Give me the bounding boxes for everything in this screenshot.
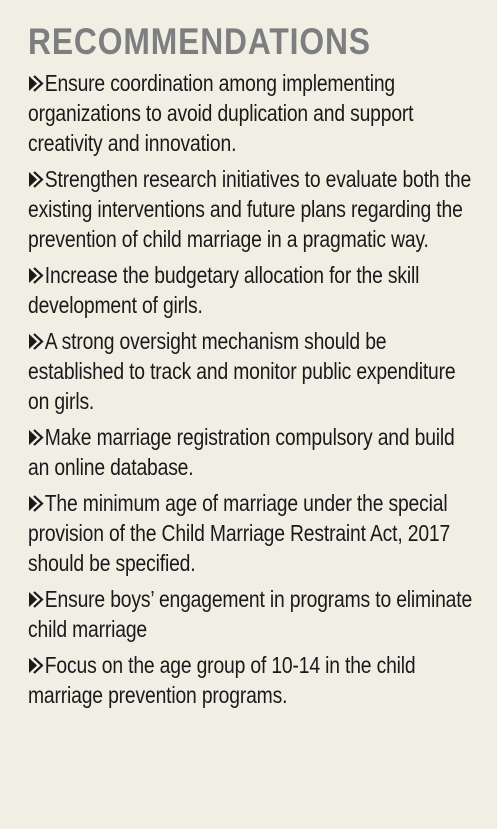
recommendation-text: Ensure boys’ engagement in programs to eliminate child marriage (28, 586, 473, 642)
recommendation-text: Strengthen research initiatives to evaluate both the existing interventions and future plans regarding the prevention of child marriage in a pragmatic way. (28, 166, 472, 252)
recommendation-text: Focus on the age group of 10-14 in the child marriage prevention programs. (28, 652, 416, 708)
recommendation-item (28, 326, 473, 416)
recommendation-item (28, 260, 473, 320)
recommendation-text: Increase the budgetary allocation for the skill development of girls. (28, 262, 420, 318)
recommendation-item (28, 584, 473, 644)
recommendation-text: Ensure coordination among implementing organizations to avoid duplication and support creativity and innovation. (28, 70, 414, 156)
recommendation-text: Make marriage registration compulsory and build an online database. (28, 424, 455, 480)
recommendation-text: The minimum age of marriage under the special provision of the Child Marriage Restraint Act, 2017 should be specified. (28, 490, 451, 576)
recommendation-item (28, 488, 473, 578)
recommendation-item (28, 164, 473, 254)
recommendation-item (28, 650, 473, 710)
recommendation-item (28, 68, 473, 158)
recommendation-text: A strong oversight mechanism should be established to track and monitor public expenditure on girls. (28, 328, 456, 414)
recommendations-list (28, 68, 481, 710)
recommendation-item (28, 422, 473, 482)
panel-title: RECOMMENDATIONS (28, 21, 371, 62)
